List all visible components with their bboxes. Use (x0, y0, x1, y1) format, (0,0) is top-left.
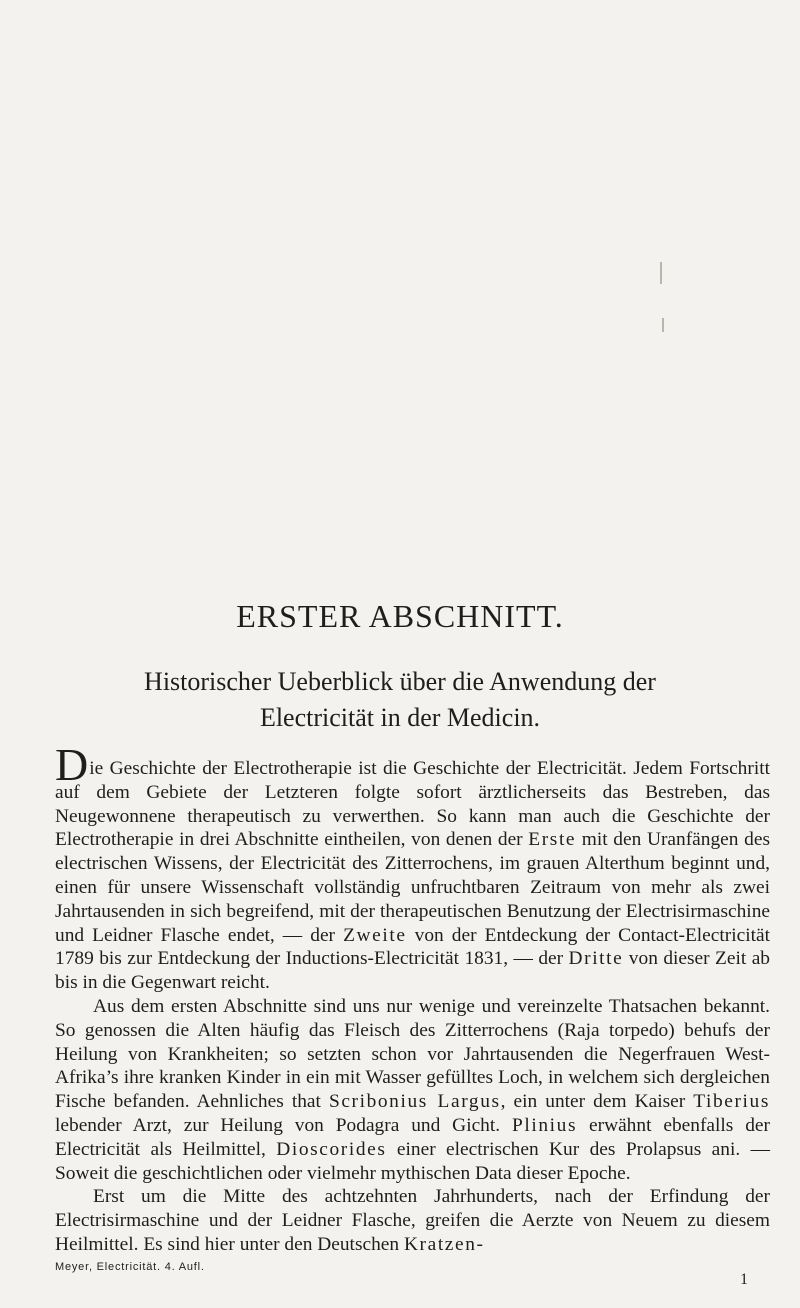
text-run: von dieser Zeit ab bis in die Gegenwart reicht. (55, 948, 770, 994)
paragraph-3 (55, 1185, 770, 1256)
text-run: lebender Arzt, zur Heilung von Podagra und Gicht. (55, 1114, 513, 1136)
drop-cap: D (55, 739, 89, 790)
subtitle-line-1: Historischer Ueberblick über die Anwendung der (144, 667, 656, 696)
text-run: , ein unter dem Kaiser (500, 1091, 694, 1113)
name-scribonius: Scribonius Largus (328, 1091, 501, 1113)
text-run: Erst um die Mitte des achtzehnten Jahrhunderts, nach der Erfindung der Electrisirmaschine und der Leidner Flasche, greifen die Aerzte von Neuem zu diesem Heilmittel. Es sind hier unter den Deutschen (55, 1186, 770, 1255)
page-mark (660, 262, 662, 284)
emphasis-zweite: Zweite (343, 924, 407, 946)
section-subtitle (0, 664, 800, 736)
text-run: einer electrischen Kur des Prolapsus ani. — Soweit die geschichtlichen oder vielmehr mythischen Data dieser Epoche. (55, 1138, 770, 1184)
text-run: erwähnt ebenfalls der Electricität als Heilmittel, (55, 1114, 770, 1160)
paragraph-2 (55, 995, 770, 1185)
chapter-heading: ERSTER ABSCHNITT. (236, 598, 564, 634)
name-kratzen: Kratzen- (403, 1233, 485, 1255)
text-run: Aus dem ersten Abschnitte sind uns nur wenige und vereinzelte Thatsachen bekannt. So genossen die Alten häufig das Fleisch des Zitterrochens (Raja torpedo) behufs der Heilung von Krankheiten; so setzten schon vor Jahrtausenden die Negerfrauen West-Afrika’s ihre kranken Kinder in ein mit Wasser gefülltes Loch, in welchem sich dergleichen Fische befanden. Aehnliches that (55, 995, 770, 1113)
text-run: von der Entdeckung der Contact-Electricität 1789 bis zur Entdeckung der Inductions-Electricität 1831, — der (55, 924, 771, 970)
paragraph-1 (55, 739, 771, 995)
name-plinius: Plinius (512, 1114, 578, 1136)
signature-mark: 1 (740, 1271, 748, 1288)
name-tiberius: Tiberius (693, 1091, 770, 1113)
page-mark (662, 318, 664, 332)
emphasis-erste: Erste (528, 829, 577, 851)
footnote: Meyer, Electricität. 4. Aufl. (55, 1261, 205, 1273)
subtitle-line-2: Electricität in der Medicin. (259, 703, 541, 732)
text-run: ie Geschichte der Electrotherapie ist die Geschichte der Electricität. Jedem Fortschritt auf dem Gebiete der Letzteren folgte sofort ärztlicherseits das Bestreben, das Neugewonnene therapeutisch zu verwerthen. So kann man auch die Geschichte der Electrotherapie in drei Abschnitte eintheilen, von denen der (55, 758, 770, 851)
page-footer (55, 1261, 770, 1291)
emphasis-dritte: Dritte (568, 948, 624, 970)
text-run: mit den Uranfängen des electrischen Wissens, der Electricität des Zitterrochens, im grauen Alterthum beginnt und, einen für unsere Wissenschaft vollständig unfruchtbaren Zeitraum von mehr als zwei Jahrtausenden in sich begreifend, mit der therapeutischen Benutzung der Electrisirmaschine und Leidner Flasche endet, — der (55, 829, 770, 946)
body-text (55, 739, 771, 1257)
name-dioscorides: Dioscorides (276, 1138, 387, 1160)
